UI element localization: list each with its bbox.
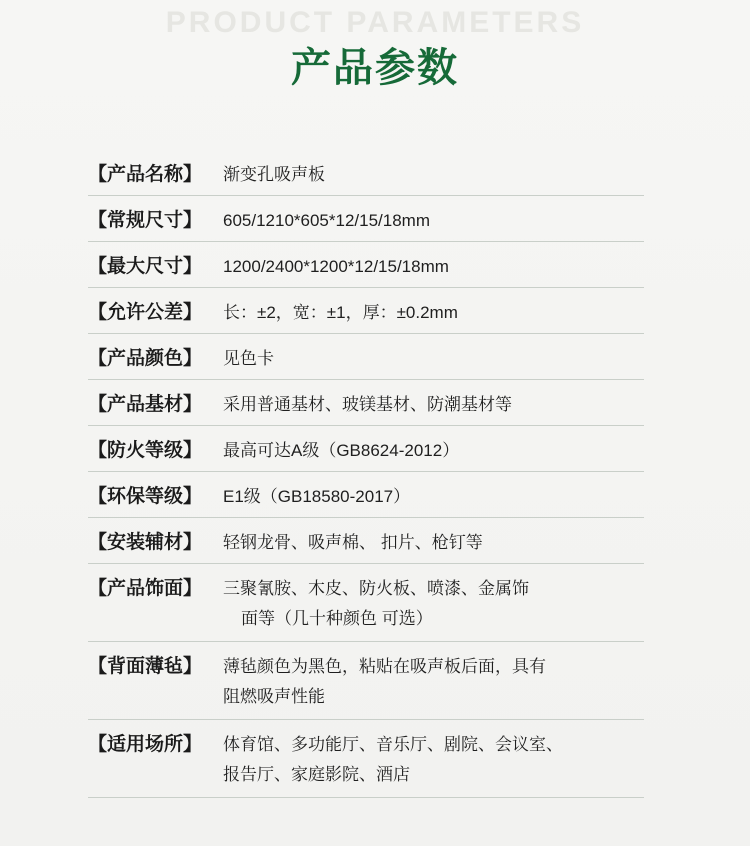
parameter-value: [220, 160, 644, 190]
parameter-value: [220, 298, 644, 328]
parameter-value: [220, 652, 644, 712]
parameter-label: 【最大尺寸】: [88, 256, 203, 277]
parameter-value: [220, 206, 644, 236]
table-row: [88, 652, 644, 720]
table-row: [88, 574, 644, 642]
parameter-value: [220, 528, 644, 558]
parameter-label: 【产品名称】: [88, 164, 203, 185]
table-row: [88, 730, 644, 798]
table-row: [88, 298, 644, 334]
parameters-table: [88, 160, 644, 808]
parameter-value-line1: 605/1210*605*12/15/18mm: [223, 211, 430, 230]
parameter-value-line1: 最高可达A级（GB8624-2012）: [223, 441, 460, 460]
parameter-value-line1: 渐变孔吸声板: [223, 165, 325, 184]
watermark-text: PRODUCT PARAMETERS: [165, 6, 585, 39]
parameter-value: [220, 344, 644, 374]
parameter-value-line2: 报告厅、家庭影院、酒店: [223, 765, 410, 784]
parameter-value-line1: 1200/2400*1200*12/15/18mm: [223, 257, 449, 276]
parameter-label: 【防火等级】: [88, 440, 203, 461]
parameter-value: [220, 252, 644, 282]
parameter-label: 【背面薄毡】: [88, 656, 203, 677]
parameter-value: [220, 482, 644, 512]
parameter-value-line1: 轻钢龙骨、吸声棉、 扣片、枪钉等: [223, 533, 483, 552]
parameter-label: 【产品颜色】: [88, 348, 203, 369]
parameter-label: 【常规尺寸】: [88, 210, 203, 231]
table-row: [88, 482, 644, 518]
parameter-value: [220, 730, 644, 790]
page-title: 产品参数: [291, 46, 459, 90]
parameter-label: 【安装辅材】: [88, 532, 203, 553]
parameter-value-line1: 薄毡颜色为黑色，粘贴在吸声板后面，具有: [223, 657, 546, 676]
parameter-label: 【适用场所】: [88, 734, 203, 755]
parameter-value: [220, 574, 644, 634]
table-row: [88, 528, 644, 564]
table-row: [88, 344, 644, 380]
parameter-value-line1: 三聚氰胺、木皮、防火板、喷漆、金属饰: [223, 579, 529, 598]
parameter-value-line1: 采用普通基材、玻镁基材、防潮基材等: [223, 395, 512, 414]
table-row: [88, 160, 644, 196]
parameter-value-line1: E1级（GB18580-2017）: [223, 487, 411, 506]
table-row: [88, 390, 644, 426]
parameter-value-line2: 阻燃吸声性能: [223, 687, 325, 706]
parameter-label: 【产品基材】: [88, 394, 203, 415]
parameter-value: [220, 390, 644, 420]
parameter-label: 【允许公差】: [88, 302, 203, 323]
parameter-value-line1: 长：±2，宽：±1，厚：±0.2mm: [223, 303, 458, 322]
parameter-value-line2: 面等（几十种颜色 可选）: [241, 609, 433, 628]
parameter-value-line1: 体育馆、多功能厅、音乐厅、剧院、会议室、: [223, 735, 563, 754]
parameter-value-line1: 见色卡: [223, 349, 274, 368]
parameter-label: 【环保等级】: [88, 486, 203, 507]
table-row: [88, 252, 644, 288]
parameter-value: [220, 436, 644, 466]
table-row: [88, 206, 644, 242]
parameter-label: 【产品饰面】: [88, 578, 203, 599]
table-row: [88, 436, 644, 472]
